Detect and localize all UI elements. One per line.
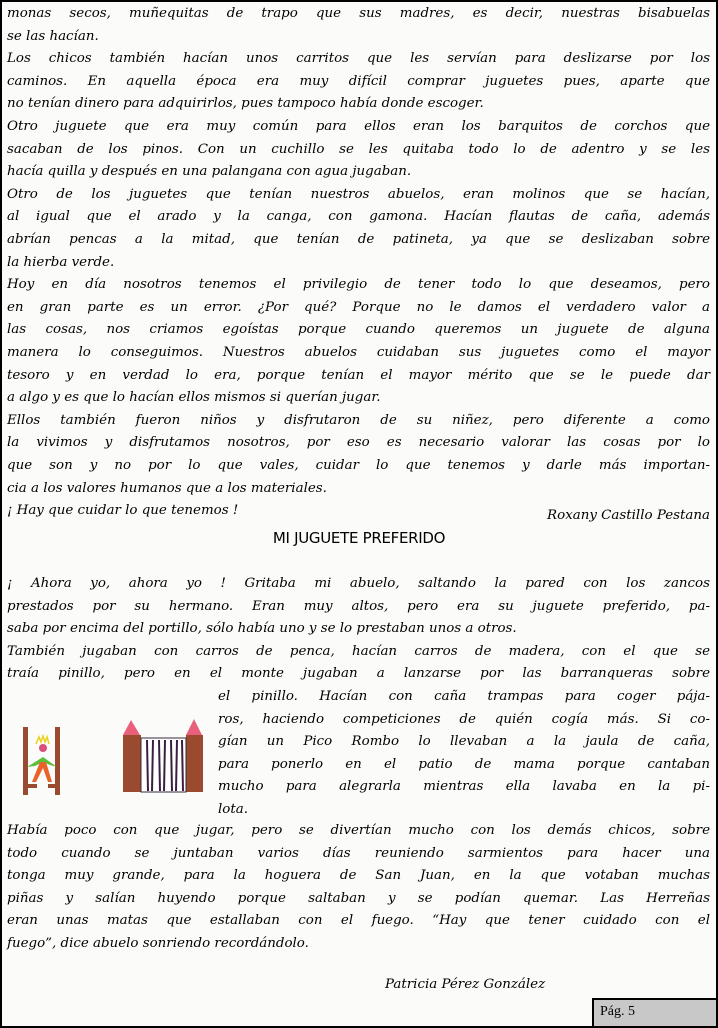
text-line: las cosas, nos criamos egoístas porque cuando queremos un juguete de alguna xyxy=(7,322,710,338)
text-line: monas secos, muñequitas de trapo que sus madres, es decir, nuestras bisabuelas xyxy=(7,6,710,21)
text-line: al igual que el arado y la canga, con gamona. Hacían flautas de caña, además xyxy=(7,209,710,225)
article-2-title: MI JUGUETE PREFERIDO xyxy=(272,529,446,547)
text-line: todo cuando se juntaban varios días reuniendo sarmientos para hacer una xyxy=(7,845,710,861)
page-number-box xyxy=(592,998,716,1026)
text-line: gían un Pico Rombo lo llevaban a la jaula de caña, xyxy=(218,734,710,750)
text-line: Había poco con que jugar, pero se divertían mucho con los demás chicos, sobre xyxy=(7,823,710,838)
text-line: tesoro y en verdad lo era, porque tenían el mayor mérito que se le puede dar xyxy=(7,367,710,383)
text-line: Los chicos también hacían unos carritos que les servían para deslizarse por los xyxy=(7,51,710,67)
text-line: ¡ Hay que cuidar lo que tenemos ! xyxy=(7,503,239,519)
text-line: manera lo conseguimos. Nuestros abuelos cuidaban sus juguetes como el mayor xyxy=(7,345,710,360)
text-line: eran unas matas que estallaban con el fuego. “Hay que tener cuidado con el xyxy=(7,913,710,929)
page-number: Pág. 5 xyxy=(600,1004,635,1019)
article-2-author: Patricia Pérez González xyxy=(385,977,546,992)
text-line: la hierba verde. xyxy=(7,254,115,270)
children-drawing xyxy=(10,702,210,802)
text-line: Ellos también fueron niños y disfrutaron de su niñez, pero diferente a como xyxy=(7,412,710,428)
text-line: cia a los valores humanos que a los materiales. xyxy=(7,480,327,496)
text-line: para ponerlo en el patio de mama porque cantaban xyxy=(218,756,710,772)
text-line: mucho para alegrarla mientras ella lavaba en la pi- xyxy=(218,779,710,795)
text-line: que son y no por lo que vales, cuidar lo que tenemos y darle más importan- xyxy=(7,458,710,473)
text-line: saba por encima del portillo, sólo había uno y se lo prestaban unos a otros. xyxy=(7,621,517,637)
text-line: hacía quilla y después en una palangana con agua jugaban. xyxy=(7,164,412,180)
text-line: abrían pencas a la mitad, que tenían de patineta, ya que se deslizaban sobre xyxy=(7,232,710,247)
text-line: También jugaban con carros de penca, hacían carros de madera, con el que se xyxy=(7,643,710,659)
gate-drawing xyxy=(123,719,203,792)
text-line: ros, haciendo competiciones de quién cogía más. Si co- xyxy=(218,711,710,727)
text-line: traía pinillo, pero en el monte jugaban a lanzarse por las barranqueras sobre xyxy=(7,666,710,682)
text-line: caminos. En aquella época era muy difícil comprar juguetes pues, aparte que xyxy=(7,73,710,89)
text-line: prestados por su hermano. Eran muy altos, pero era su juguete preferido, pa- xyxy=(7,598,710,614)
text-line: fuego”, dice abuelo sonriendo recordándolo. xyxy=(7,936,309,951)
text-line: la vivimos y disfrutamos nosotros, por eso es necesario valorar las cosas por lo xyxy=(7,435,710,451)
stilts-figure-drawing xyxy=(23,727,60,795)
text-line: Hoy en día nosotros tenemos el privilegio de tener todo lo que deseamos, pero xyxy=(7,277,710,293)
text-line: Otro juguete que era muy común para ellos eran los barquitos de corchos que xyxy=(7,119,710,134)
text-line: piñas y salían huyendo porque saltaban y se podían quemar. Las Herreñas xyxy=(7,890,710,906)
text-line: Otro de los juguetes que tenían nuestros abuelos, eran molinos que se hacían, xyxy=(7,186,710,202)
text-line: el pinillo. Hacían con caña trampas para coger pája- xyxy=(218,689,710,704)
text-line: ¡ Ahora yo, ahora yo ! Gritaba mi abuelo, saltando la pared con los zancos xyxy=(7,576,710,591)
text-line: a algo y es que lo hacían ellos mismos si querían jugar. xyxy=(7,390,381,406)
text-line: en gran parte es un error. ¿Por qué? Porque no le damos el verdadero valor a xyxy=(7,299,710,315)
article-1-author: Roxany Castillo Pestana xyxy=(547,508,710,523)
text-line: tonga muy grande, para la hoguera de San Juan, en la que votaban muchas xyxy=(7,868,710,884)
text-line: sacaban de los pinos. Con un cuchillo se les quitaba todo lo de adentro y se les xyxy=(7,141,710,157)
text-line: no tenían dinero para adquirirlos, pues tampoco había donde escoger. xyxy=(7,96,484,112)
text-line: lota. xyxy=(218,802,248,817)
text-line: se las hacían. xyxy=(7,28,99,44)
